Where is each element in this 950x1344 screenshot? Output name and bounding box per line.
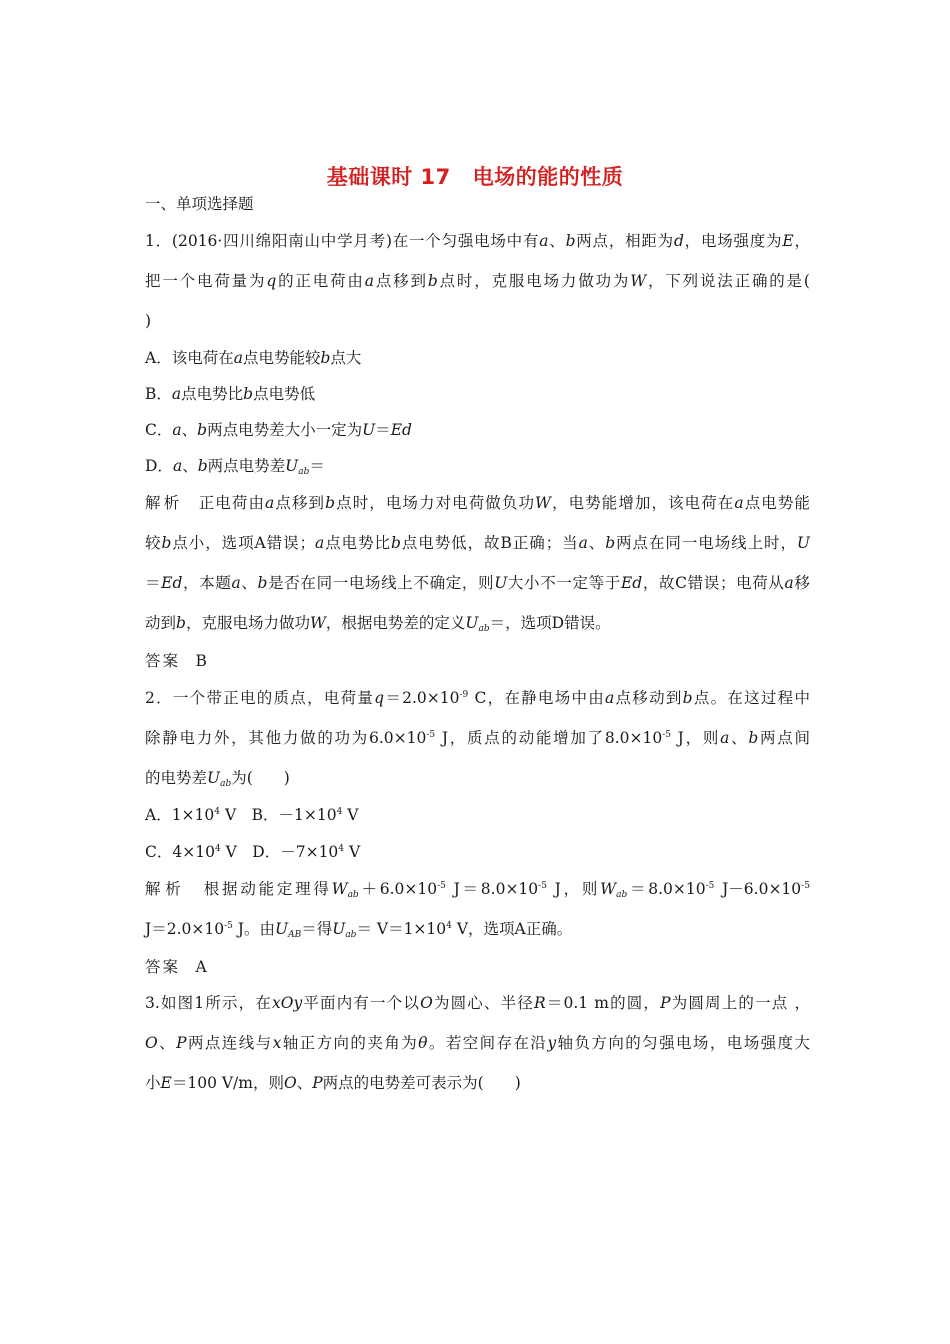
q1-option-b: B．a点电势比b点电势低 xyxy=(145,385,316,403)
q1-option-a: A．该电荷在a点电势能较b点大 xyxy=(145,349,362,367)
q1-stem-line-2: 把一个电荷量为q的正电荷由a点移到b点时，克服电场力做功为W，下列说法正确的是( xyxy=(145,272,810,290)
q1-answer: 答案 B xyxy=(145,652,207,670)
q2-analysis-line-1: 解析 根据动能定理得$W_{ab}+6.0\times 10^{-5}$ $J=8.0\times 10^{-5}$ J，则$W_{ab}=8.0\times 10^{-5}$ $J-6.0\times 10^{-5}$ xyxy=(145,880,810,900)
q1-analysis-line-1: 解析 正电荷由a点移到b点时，电场力对电荷做负功W，电势能增加，该电荷在a点电势能 xyxy=(145,494,810,512)
q1-option-c: C．a、b两点电势差大小一定为U＝Ed xyxy=(145,421,412,439)
q1-stem-line-1: 1．(2016·四川绵阳南山中学月考)在一个匀强电场中有a、b两点，相距为d，电场强度为E， xyxy=(145,232,810,250)
q2-analysis-line-2: $J=2.0\times 10^{-5}$ J。由$U_{AB}=$得$U_{ab}= V=1\times 10^4$ V，选项A正确。 xyxy=(145,920,573,940)
q2-answer: 答案 A xyxy=(145,958,207,976)
q3-stem-line-2: O、P两点连线与x轴正方向的夹角为θ。若空间存在沿y轴负方向的匀强电场，电场强度大 xyxy=(145,1034,810,1052)
q1-analysis-line-4: 动到b，克服电场力做功W，根据电势差的定义$U_{ab}=$，选项D错误。 xyxy=(145,614,611,634)
q1-option-d: D．a、b两点电势差$U_{ab}=$ xyxy=(145,457,325,477)
q1-analysis-line-2: 较b点小，选项A错误；a点电势比b点电势低，故B正确；当a、b两点在同一电场线上时，U xyxy=(145,534,810,552)
q2-stem-line-1: 2．一个带正电的质点，电荷量$q=2.0\times 10^{-9}$ C，在静电场中由a点移动到b点。在这过程中 xyxy=(145,689,810,707)
title-main: 基础课时 17 xyxy=(326,165,451,189)
q2-stem-line-2: 除静电力外，其他力做的功为$6.0\times 10^{-5}$ J，质点的动能增加了$8.0\times 10^{-5}$ J，则a、b两点间 xyxy=(145,729,810,747)
q2-options-cd: C．$4\times 10^4$ V D．$-7\times 10^4$ V xyxy=(145,843,361,861)
section-heading: 一、单项选择题 xyxy=(145,195,254,213)
q3-stem-line-3: 小E＝100 V/m，则O、P两点的电势差可表示为( ) xyxy=(145,1074,521,1092)
q2-options-ab: A．$1\times 10^4$ V B．$-1\times 10^4$ V xyxy=(145,806,359,824)
q3-stem-line-1: 3.如图1所示，在xOy平面内有一个以O为圆心、半径R＝0.1 m的圆，P为圆周上的一点 ， xyxy=(145,994,810,1012)
q1-analysis-line-3: ＝Ed，本题a、b是否在同一电场线上不确定，则U大小不一定等于Ed，故C错误；电荷从a移 xyxy=(145,574,810,592)
page-title xyxy=(0,161,950,191)
q2-stem-line-3: 的电势差$U_{ab}$为( ) xyxy=(145,769,290,789)
q1-stem-line-3: ) xyxy=(145,312,152,330)
title-sub: 电场的能的性质 xyxy=(472,165,624,189)
